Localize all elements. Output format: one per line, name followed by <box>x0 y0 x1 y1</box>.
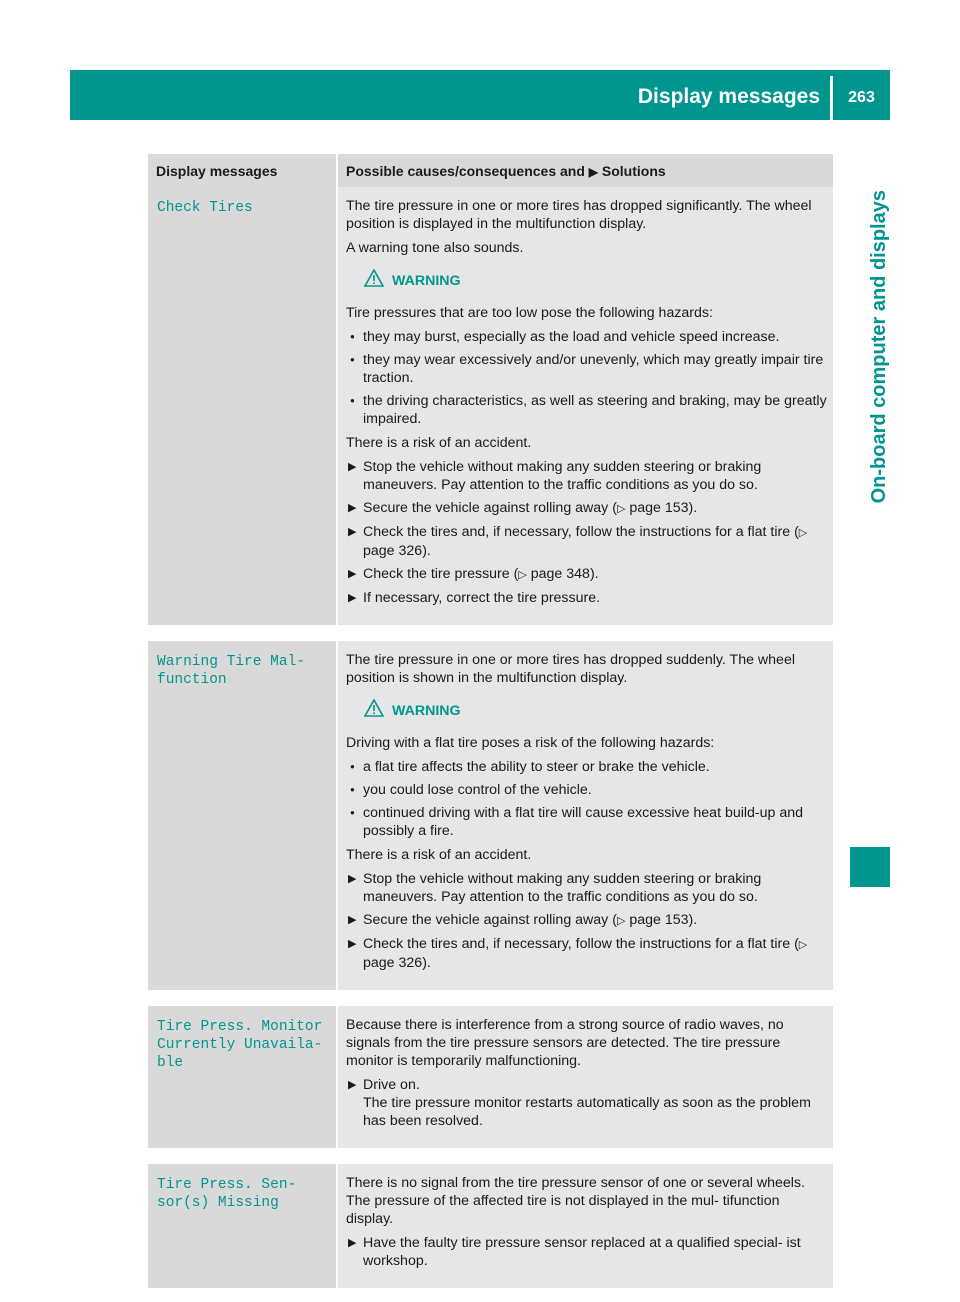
action-item <box>346 523 827 560</box>
display-message-text: function <box>157 672 227 688</box>
hazard-item: ● continued driving with a flat tire will cause excessive heat build-up and possibly a fire. <box>346 804 827 840</box>
hazard-list <box>346 758 827 840</box>
action-item <box>346 1076 827 1130</box>
description-text: The tire pressure in one or more tires has dropped suddenly. The wheel position is shown in the multifunction display. <box>346 652 795 686</box>
action-list <box>346 1234 827 1270</box>
description-text: The tire pressure in one or more tires has dropped significantly. The wheel position is displayed in the multifunction display. <box>346 198 812 232</box>
page-reference-link[interactable]: page 326 <box>363 955 423 971</box>
action-item <box>346 935 827 972</box>
hazard-item: ● you could lose control of the vehicle. <box>346 781 827 799</box>
hazard-text: Tire pressures that are too low pose the following hazards: <box>346 305 713 321</box>
message-cell <box>148 625 336 990</box>
display-message-text: sor(s) Missing <box>157 1195 279 1211</box>
page-reference-icon: ▷ <box>518 569 527 581</box>
action-item <box>346 1234 827 1270</box>
description-cell <box>336 625 833 990</box>
table-row <box>148 1148 833 1288</box>
description-text: Because there is interference from a strong source of radio waves, no signals from the tire pressure sensors are detected. The tire pressure monitor is temporarily malfunctioning. <box>346 1017 784 1069</box>
action-text: Have the faulty tire pressure sensor replaced at a qualified special‐ ist workshop. <box>363 1235 801 1269</box>
description-cell <box>336 1148 833 1288</box>
action-text: Stop the vehicle without making any sudden steering or braking maneuvers. Pay attention to the traffic conditions as you do so. <box>363 871 762 905</box>
hazard-item: ● a flat tire affects the ability to steer or brake the vehicle. <box>346 758 827 776</box>
column-header-solutions <box>336 154 833 187</box>
hazard-text: Driving with a flat tire poses a risk of the following hazards: <box>346 735 715 751</box>
action-text-end: ). <box>589 566 599 582</box>
action-text-end: ). <box>422 955 431 971</box>
action-text-end: ). <box>688 912 698 928</box>
table-row <box>148 625 833 990</box>
action-text-end: ). <box>422 543 431 559</box>
hazard-item: ● they may wear excessively and/or unevenly, which may greatly impair tire traction. <box>346 351 827 387</box>
page-reference-link[interactable]: page 153 <box>625 912 689 928</box>
solutions-suffix: Solutions <box>601 162 666 179</box>
hazard-list <box>346 328 827 428</box>
page-reference-icon: ▷ <box>616 915 626 927</box>
page-reference-link[interactable]: page 348 <box>526 566 590 582</box>
hazard-item: ● they may burst, especially as the load and vehicle speed increase. <box>346 328 827 346</box>
action-text: Check the tire pressure ( <box>363 566 519 582</box>
page-reference-icon: ▷ <box>798 527 808 539</box>
action-text: Secure the vehicle against rolling away ( <box>363 500 617 516</box>
action-text: Secure the vehicle against rolling away ( <box>363 912 617 928</box>
display-message-text: Currently Unavaila‐ <box>157 1037 323 1053</box>
action-text: Drive on. <box>363 1077 420 1093</box>
hazard-item: ● the driving characteristics, as well as steering and braking, may be greatly impaired. <box>346 392 827 428</box>
header-bar <box>70 70 890 120</box>
action-item <box>346 911 827 930</box>
column-header-message: Display messages <box>148 154 336 187</box>
display-message-text: Warning Tire Mal‐ <box>157 654 305 670</box>
warning-triangle-icon <box>364 269 384 292</box>
action-item <box>346 565 827 584</box>
description-text: There is no signal from the tire pressure sensor of one or several wheels. The pressure of the affected tire is not displayed in the mul‐ tifunction display. <box>346 1175 805 1227</box>
warning-triangle-icon <box>364 699 384 722</box>
display-message-text: ble <box>157 1055 184 1071</box>
page-number: 263 <box>848 89 875 106</box>
warning-heading <box>364 269 827 292</box>
page-reference-icon: ▷ <box>616 503 626 515</box>
warning-label: WARNING <box>392 702 461 719</box>
display-message-text: Check Tires <box>157 200 253 216</box>
action-item <box>346 589 827 607</box>
description-cell <box>336 187 833 625</box>
action-item <box>346 458 827 494</box>
page-title: Display messages <box>637 85 820 108</box>
action-text: Check the tires and, if necessary, follow the instructions for a flat tire ( <box>363 524 799 540</box>
table-row <box>148 187 833 625</box>
risk-text: There is a risk of an accident. <box>346 435 532 451</box>
message-cell <box>148 187 336 625</box>
display-message-text: Tire Press. Monitor <box>157 1019 323 1035</box>
side-tab-label: On-board computer and displays <box>868 190 890 504</box>
action-text: Stop the vehicle without making any sudden steering or braking maneuvers. Pay attention to the traffic conditions as you do so. <box>363 459 762 493</box>
risk-text: There is a risk of an accident. <box>346 847 532 863</box>
warning-label: WARNING <box>392 272 461 289</box>
action-list <box>346 1076 827 1130</box>
action-list <box>346 870 827 972</box>
action-text: If necessary, correct the tire pressure. <box>363 590 601 606</box>
description-cell <box>336 990 833 1148</box>
action-text-end: ). <box>688 500 698 516</box>
page-reference-icon: ▷ <box>798 939 808 951</box>
warning-heading <box>364 699 827 722</box>
message-cell <box>148 990 336 1148</box>
solutions-prefix: Possible causes/consequences and <box>346 162 585 179</box>
message-cell <box>148 1148 336 1288</box>
page-reference-link[interactable]: page 326 <box>363 543 423 559</box>
side-tab-block <box>850 847 890 887</box>
messages-table <box>148 154 833 1288</box>
table-row <box>148 990 833 1148</box>
action-item <box>346 499 827 518</box>
description-text: A warning tone also sounds. <box>346 240 524 256</box>
table-header-row <box>148 154 833 187</box>
action-item <box>346 870 827 906</box>
action-list <box>346 458 827 607</box>
action-arrow-icon: ▶ <box>588 164 599 179</box>
action-text: Check the tires and, if necessary, follow the instructions for a flat tire ( <box>363 936 799 952</box>
page-reference-link[interactable]: page 153 <box>625 500 689 516</box>
display-message-text: Tire Press. Sen‐ <box>157 1177 297 1193</box>
action-detail: The tire pressure monitor restarts automatically as soon as the problem has been resolved. <box>363 1095 811 1129</box>
